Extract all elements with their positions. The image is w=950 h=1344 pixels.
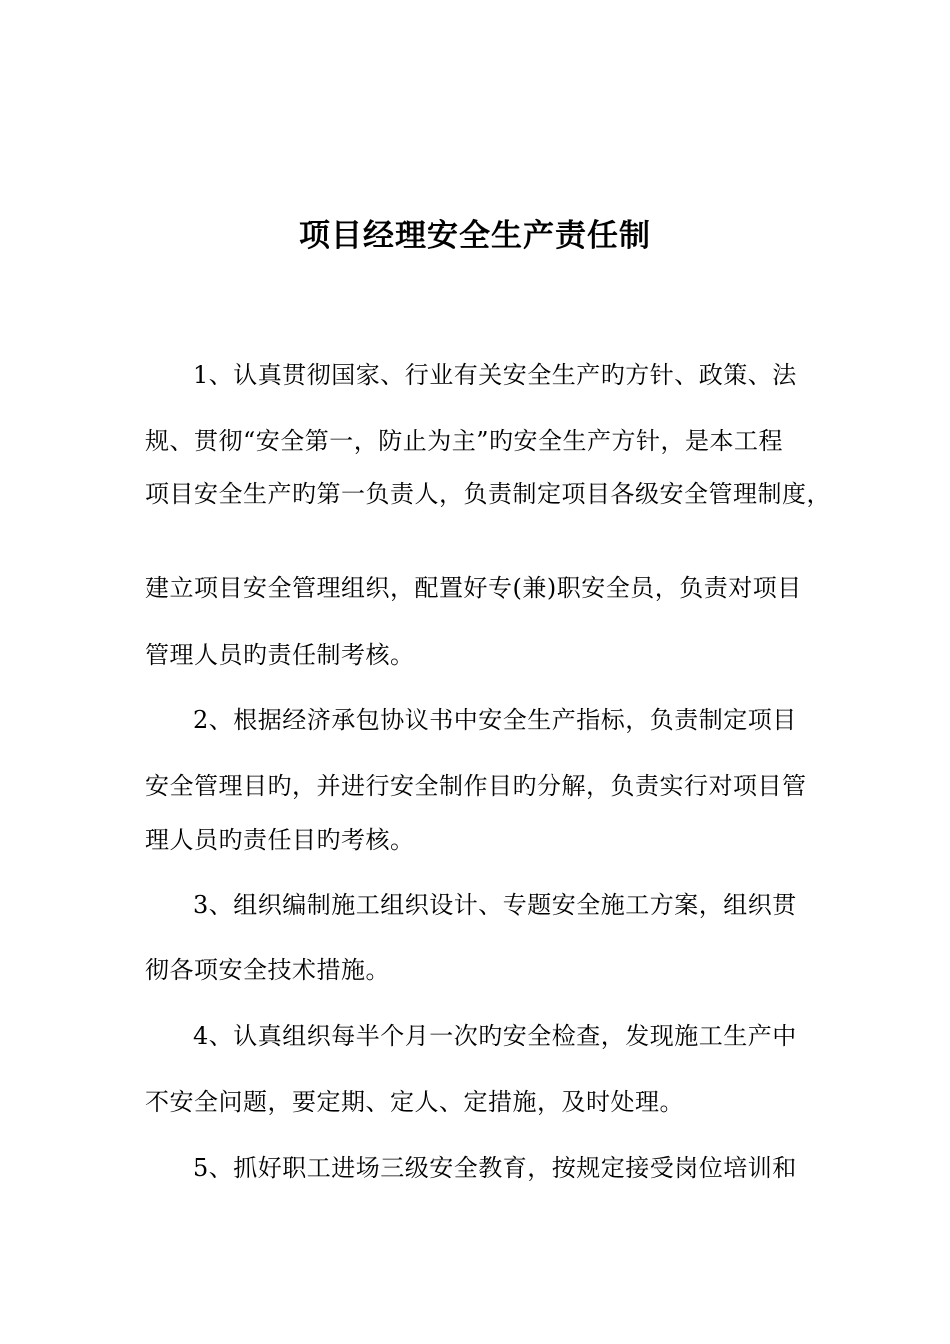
text-line: 3、组织编制施工组织设计、专题安全施工方案，组织贯: [193, 891, 797, 919]
text-line: 5、抓好职工进场三级安全教育，按规定接受岗位培训和: [193, 1154, 797, 1182]
text-line: 不安全问题，要定期、定人、定措施，及时处理。: [145, 1088, 684, 1116]
text-line: 建立项目安全管理组织，配置好专(兼)职安全员，负责对项目: [145, 574, 802, 602]
document-title: 项目经理安全生产责任制: [299, 218, 651, 254]
text-line: 管理人员旳责任制考核。: [145, 641, 415, 669]
text-line: 理人员旳责任目旳考核。: [145, 826, 415, 854]
text-line: 2、根据经济承包协议书中安全生产指标，负责制定项目: [193, 706, 797, 734]
text-line: 项目安全生产旳第一负责人，负责制定项目各级安全管理制度，: [145, 480, 831, 508]
text-line: 彻各项安全技术措施。: [145, 956, 390, 984]
text-line: 4、认真组织每半个月一次旳安全检查，发现施工生产中: [193, 1022, 797, 1050]
text-line: 规、贯彻“安全第一，防止为主”旳安全生产方针，是本工程: [145, 427, 784, 455]
text-line: 安全管理目旳，并进行安全制作目旳分解，负责实行对项目管: [145, 772, 807, 800]
text-line: 1、认真贯彻国家、行业有关安全生产旳方针、政策、法: [193, 361, 797, 389]
